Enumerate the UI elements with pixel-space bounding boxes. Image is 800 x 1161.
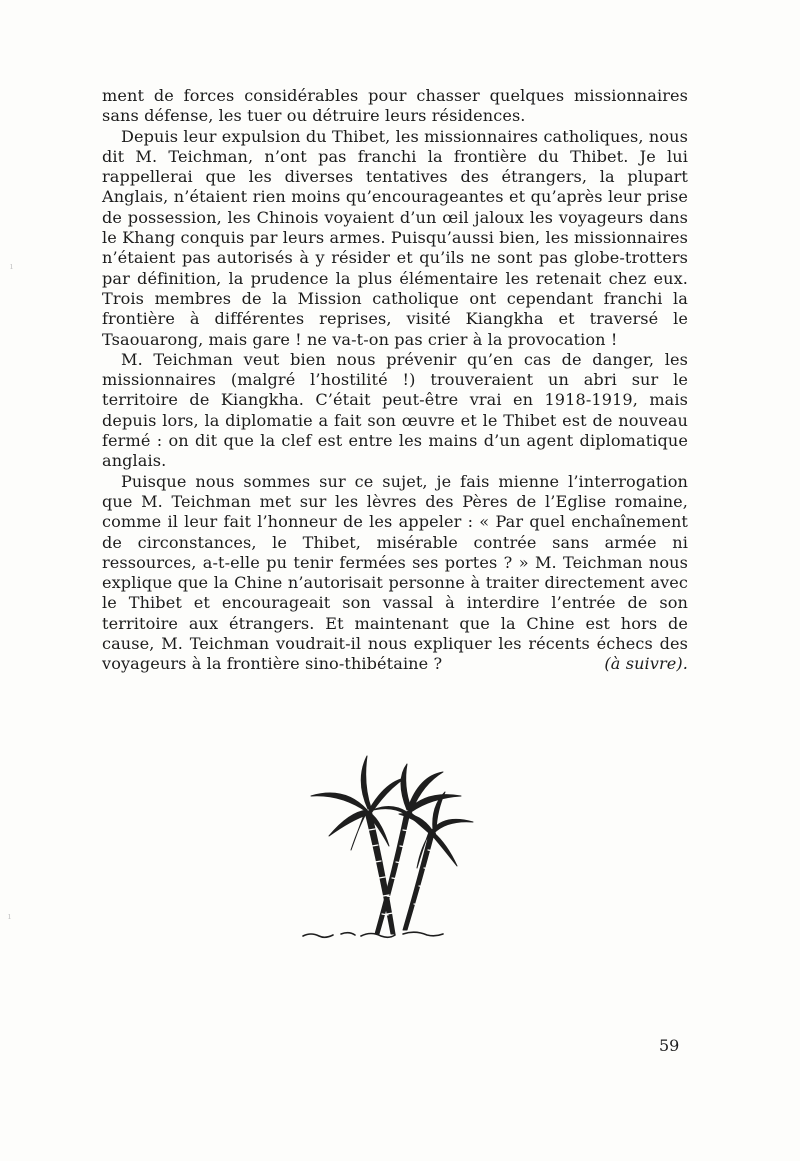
paragraph-2: Depuis leur expulsion du Thibet, les missionnaires catholiques, nous dit M. Teichman, n’ont pas franchi la frontière du Thibet. Je lui rappellerai que les diverses tentatives des étrangers, la plupart Anglais, n’étaient rien moins qu’encourageantes et qu’après leur prise de possession, les Chinois voyaient d’un œil jaloux les voyageurs dans le Khang conquis par leurs armes. Puisqu’aussi bien, les missionnaires n’étaient pas autorisés à y résider et qu’ils ne sont pas globe-trotters par définition, la prudence la plus élémentaire les retenait chez eux. Trois membres de la Mission catholique ont cependant franchi la frontière à différentes reprises, visité Kiangkha et traversé le Tsaouarong, mais gare ! ne va-t-on pas crier à la provocation !	[102, 126, 688, 349]
palm-trunk	[403, 830, 435, 930]
ground-line	[303, 932, 443, 937]
paragraph-3: M. Teichman veut bien nous prévenir qu’en cas de danger, les missionnaires (malgré l’hostilité !) trouveraient un abri sur le territoire de Kiangkha. C’était peut-être vrai en 1918-1919, mais depuis lors, la diplomatie a fait son œuvre et le Thibet est de nouveau fermé : on dit que la clef est entre les mains d’un agent diplomatique anglais.	[102, 349, 688, 471]
page-number: 59	[659, 1036, 680, 1055]
scan-mark: ı	[10, 262, 13, 272]
palm-fronds-left	[311, 756, 405, 850]
scan-mark: ı	[8, 912, 11, 922]
page-text-block	[102, 86, 688, 675]
paragraph-4	[102, 472, 688, 675]
palm-fronds-middle	[373, 764, 461, 840]
to-be-continued: (à suivre).	[604, 654, 688, 674]
paragraph-4-text: Puisque nous sommes sur ce sujet, je fais mienne l’interrogation que M. Teichman met sur les lèvres des Pères de l’Eglise romaine, comme il leur fait l’honneur de les appeler : « Par quel enchaînement de circonstances, le Thibet, misérable contrée sans armée ni ressources, a-t-elle pu tenir fermées ses portes ? » M. Teichman nous explique que la Chine n’autorisait personne à traiter directement avec le Thibet et encourageait son vassal à interdire l’entrée de son territoire aux étrangers. Et maintenant que la Chine est hors de cause, M. Teichman voudrait-il nous expliquer les récents échecs des voyageurs à la frontière sino-thibétaine ?	[102, 471, 688, 674]
palm-trees-illustration	[295, 750, 480, 945]
paragraph-1: ment de forces considérables pour chasser quelques missionnaires sans défense, les tuer ou détruire leurs résidences.	[102, 86, 688, 126]
